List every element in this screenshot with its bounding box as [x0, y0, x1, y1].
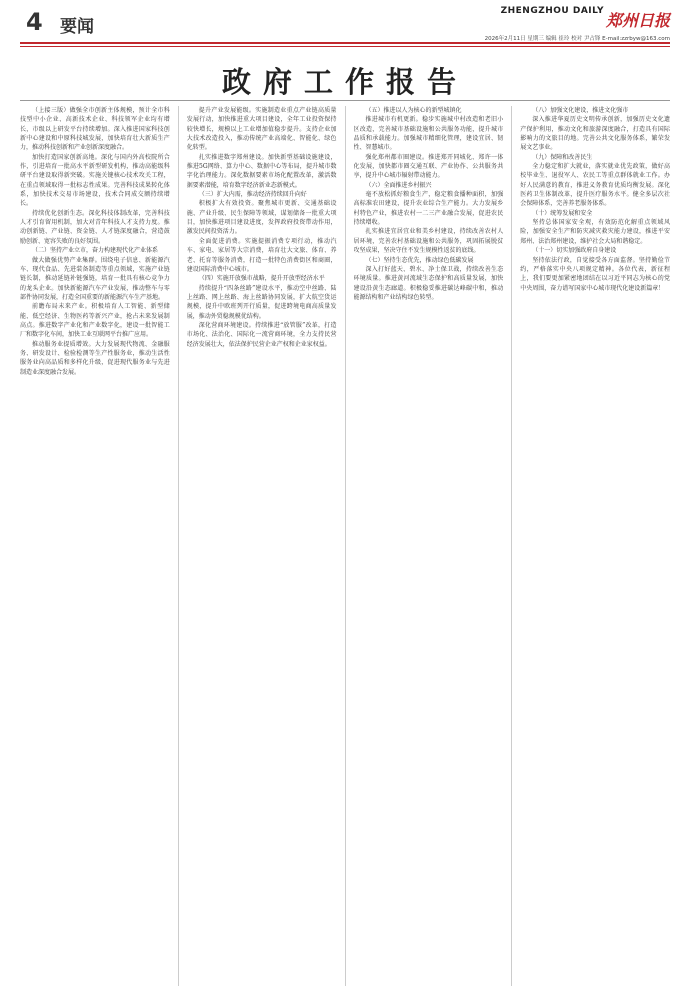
paragraph: （六）全面推进乡村振兴: [365, 181, 432, 189]
paragraph: 提升产业发展能级。实施制造业重点产业链高质量发展行动，加快推进重大项目建设，全年工业投资保持较快增长，规模以上工业增加值稳步提升。支持企业加大技术改造投入，推动传统产业高端化、智能化、绿色化转型。: [186, 107, 337, 152]
paragraph: 做大做强优势产业集群。围绕电子信息、新能源汽车、现代食品、先进装备制造等重点领域，实施产业链链长制，推动延链补链强链，培育一批具有核心竞争力的龙头企业。加快新能源汽车产业发展，推动整车与零部件协同发展，打造全国重要的新能源汽车生产基地。: [20, 256, 170, 301]
column-divider: [511, 106, 512, 986]
paragraph: 坚持总体国家安全观，有效防范化解重点领域风险，加强安全生产和防灾减灾救灾能力建设，推进平安郑州、法治郑州建设，维护社会大局和谐稳定。: [520, 219, 670, 245]
paragraph: （上接三版）做强全市创新主体规模，预计全市科技型中小企业、高新技术企业、科技领军企业均有增长，市级以上研发平台持续增加。深入推进国家科技创新中心建设和中原科技城发展，加快培育壮大新质生产力，推动科技创新和产业创新深度融合。: [20, 107, 170, 152]
paragraph: 全力稳定和扩大就业，落实就业优先政策，做好高校毕业生、退役军人、农民工等重点群体就业工作。办好人民满意的教育，推进义务教育优质均衡发展。深化医药卫生体制改革，提升医疗服务水平。健全多层次社会保障体系，完善养老服务体系。: [520, 163, 670, 208]
issue-meta: 2026年2月11日 星期三 编辑 崔玲 校对 尹占锋 E-mail:zzrbyw@163.com: [484, 36, 670, 42]
paragraph: 毫不放松抓好粮食生产，稳定粮食播种面积，加强高标准农田建设，提升农业综合生产能力。大力发展乡村特色产业，推进农村一二三产业融合发展，促进农民持续增收。: [353, 191, 504, 227]
article-body: [20, 106, 670, 986]
paragraph: （十）统筹发展和安全: [532, 209, 593, 217]
page-number: 4: [26, 8, 43, 36]
masthead-english: ZHENGZHOU DAILY: [500, 6, 604, 16]
column-divider: [345, 106, 346, 986]
paragraph: （九）保障和改善民生: [532, 153, 593, 161]
paragraph: 扎实推进宜居宜业和美乡村建设，持续改善农村人居环境，完善农村基础设施和公共服务，巩固拓展脱贫攻坚成果，坚决守住不发生规模性返贫的底线。: [353, 228, 504, 255]
text-column: [354, 106, 504, 986]
paragraph: 推动服务业提质增效。大力发展现代物流、金融服务、研发设计、检验检测等生产性服务业，推动生活性服务业向高品质和多样化升级，促进现代服务业与先进制造业深度融合发展。: [20, 340, 170, 376]
page-header: [0, 0, 690, 50]
column-divider: [178, 106, 179, 986]
paragraph: 持续优化创新生态。深化科技体制改革，完善科技人才引育留用机制，加大对青年科技人才支持力度。推动创新链、产业链、资金链、人才链深度融合，营造鼓励创新、宽容失败的良好氛围。: [20, 209, 170, 245]
paragraph: （七）坚持生态优先，推动绿色低碳发展: [365, 256, 474, 264]
paragraph: （五）推进以人为核心的新型城镇化: [365, 107, 462, 114]
paragraph: 深化营商环境建设。持续推进“放管服”改革，打造市场化、法治化、国际化一流营商环境，全力支持民营经济发展壮大，依法保护民营企业产权和企业家权益。: [186, 321, 337, 348]
paragraph: （四）实施开放强市战略，提升开放型经济水平: [198, 275, 325, 283]
text-column: [520, 106, 670, 986]
headline: 政府工作报告: [221, 65, 468, 99]
paragraph: 坚持依法行政，自觉接受各方面监督。坚持勤俭节约，严格落实中央八项规定精神。各位代表，新征程上，我们要更加紧密地团结在以习近平同志为核心的党中央周围，奋力谱写国家中心城市现代化建设新篇章！: [520, 256, 670, 292]
paragraph: 深入推进华夏历史文明传承创新，加强历史文化遗产保护利用，推动文化和旅游深度融合，打造具有国际影响力的文旅目的地。完善公共文化服务体系，繁荣发展文艺事业。: [520, 116, 670, 152]
paragraph: 扎实推进数字郑州建设。加快新型基础设施建设，推进5G网络、算力中心、数据中心等布局，提升城市数字化治理能力。深化数据要素市场化配置改革，激活数据要素潜能，培育数字经济新业态新模式。: [186, 153, 337, 189]
header-rule-thin: [20, 46, 670, 47]
section-title: 要闻: [60, 17, 94, 37]
text-column: [20, 106, 170, 986]
paragraph: （八）加强文化建设，推进文化强市: [532, 107, 629, 114]
headline-rule: [20, 100, 670, 101]
paragraph: 全面促进消费。实施提振消费专项行动，推动汽车、家电、家居等大宗消费，培育壮大文旅、体育、养老、托育等服务消费，打造一批特色消费街区和商圈，建设国际消费中心城市。: [186, 237, 337, 273]
paragraph: 前瞻布局未来产业。积极培育人工智能、新型储能、低空经济、生物医药等新兴产业，抢占未来发展制高点。推进数字产业化和产业数字化，建设一批智能工厂和数字化车间，加快工业互联网平台推广应用。: [20, 303, 170, 339]
paragraph: 推进城市有机更新。稳步实施城中村改造和老旧小区改造，完善城市基础设施和公共服务功能，提升城市品质和承载能力。加强城市精细化管理，建设宜居、韧性、智慧城市。: [353, 116, 504, 152]
paragraph: 深入打好蓝天、碧水、净土保卫战，持续改善生态环境质量。推进黄河流域生态保护和高质量发展，加快建设沿黄生态廊道。积极稳妥推进碳达峰碳中和，推动能源结构和产业结构绿色转型。: [353, 265, 504, 301]
text-column: [187, 106, 337, 986]
header-rule: [20, 42, 670, 44]
paragraph: 加快打造国家创新高地。深化与国内外高校院所合作，引进培育一批高水平新型研发机构，推动高能级科研平台建设取得新突破。实施关键核心技术攻关工程，在重点领域取得一批标志性成果。完善科技成果转化体系，加快技术交易市场建设，技术合同成交额持续增长。: [20, 153, 170, 208]
paragraph: （二）坚持产业立市，奋力构建现代化产业体系: [32, 247, 159, 255]
masthead-logo: 郑州日报: [605, 11, 670, 30]
paragraph: 强化郑州都市圈建设。推进郑开同城化、郑许一体化发展，加快都市圈交通互联、产业协作、公共服务共享，提升中心城市辐射带动能力。: [353, 153, 504, 180]
paragraph: （十一）切实加强政府自身建设: [532, 247, 617, 255]
paragraph: 持续提升“四条丝路”建设水平，推动空中丝路、陆上丝路、网上丝路、海上丝路协同发展，扩大航空货运规模，提升中欧班列开行质量，促进跨境电商高质量发展，推动外贸稳规模优结构。: [186, 284, 337, 320]
paragraph: （三）扩大内需，推动经济持续回升向好: [198, 191, 307, 199]
masthead: [500, 6, 670, 30]
paragraph: 积极扩大有效投资。聚焦城市更新、交通基础设施、产业升级、民生保障等领域，谋划储备一批重大项目，加快推进项目建设进度，发挥政府投资带动作用，激发民间投资活力。: [186, 200, 337, 236]
